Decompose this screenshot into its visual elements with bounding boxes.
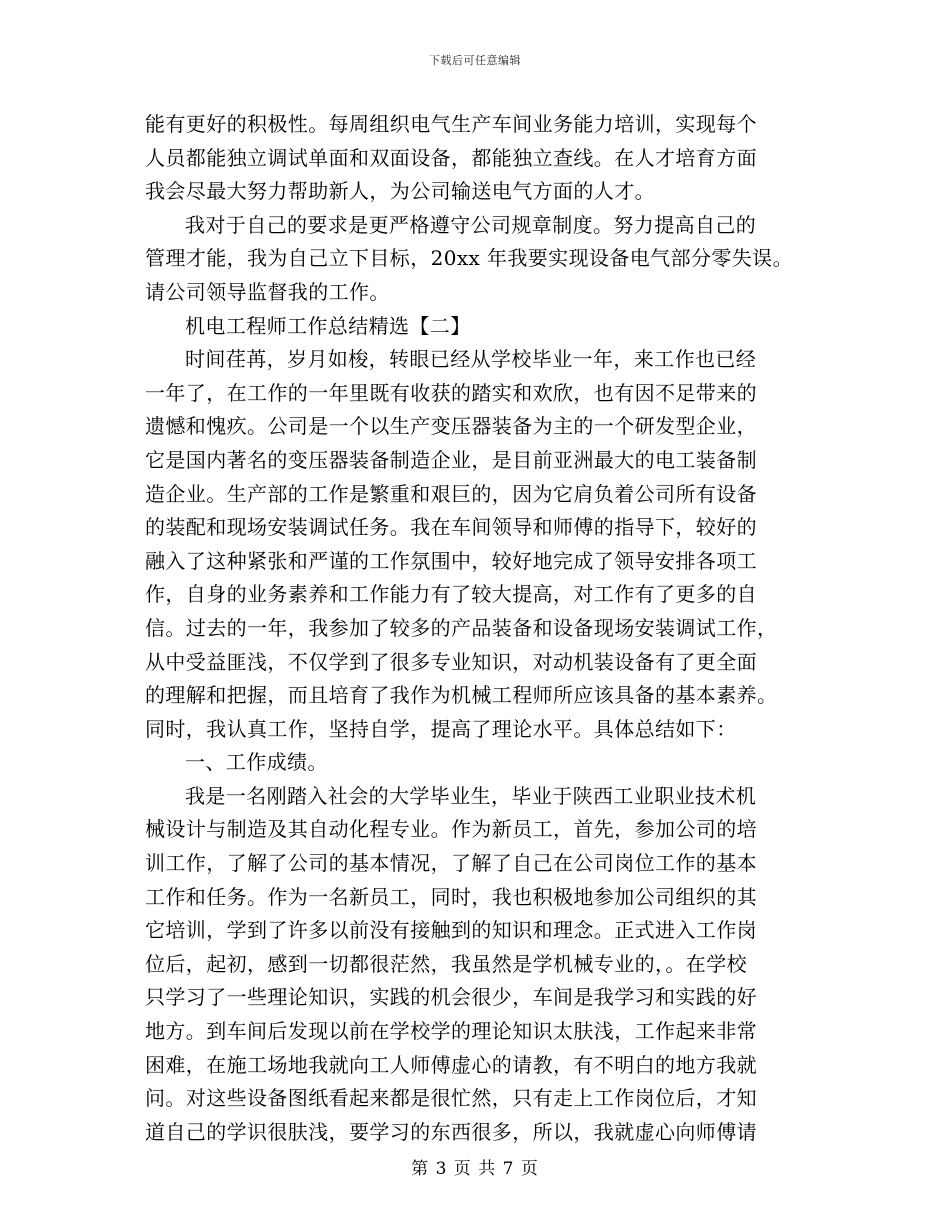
text-line: 能有更好的积极性。每周组织电气生产车间业务能力培训，实现每个 [145,112,757,136]
document-body [145,108,815,1149]
text-line: 的理解和把握，而且培育了我作为机械工程师所应该具备的基本素养。 [145,683,778,708]
text-line: 地方。到车间后发现以前在学校学的理论知识太肤浅，工作起来非常 [145,1019,757,1044]
text-line: 同时，我认真工作，坚持自学，提高了理论水平。具体总结如下： [145,716,737,741]
text-line: 我对于自己的要求是更严格遵守公司规章制度。努力提高自己的 [185,212,757,237]
text-line: 请公司领导监督我的工作。 [145,279,390,304]
text-line: 工作和任务。作为一名新员工，同时，我也积极地参加公司组织的其 [145,884,757,909]
paragraph [145,209,815,310]
text-line: 从中受益匪浅，不仅学到了很多专业知识，对动机装设备有了更全面 [145,649,757,674]
text-line: 遗憾和愧疚。公司是一个以生产变压器装备为主的一个研发型企业， [145,414,757,439]
text-line: 它培训，学到了许多以前没有接触到的知识和理念。正式进入工作岗 [145,918,757,943]
text-line: 困难，在施工场地我就向工人师傅虚心的请教，有不明白的地方我就 [145,1052,757,1077]
text-line: 的装配和现场安装调试任务。我在车间领导和师傅的指导下，较好的 [145,515,757,540]
text-line: 我是一名刚踏入社会的大学毕业生，毕业于陕西工业职业技术机 [185,783,757,808]
text-line: 一、工作成绩。 [185,750,328,775]
text-line: 管理才能，我为自己立下目标，20xx 年我要实现设备电气部分零失误。 [145,246,793,271]
text-line: 械设计与制造及其自动化程专业。作为新员工，首先，参加公司的培 [145,817,757,842]
text-line: 一年了，在工作的一年里既有收获的踏实和欢欣，也有因不足带来的 [145,380,757,405]
text-line: 信。过去的一年，我参加了较多的产品装备和设备现场安装调试工作， [145,615,778,640]
text-line: 时间荏苒，岁月如梭，转眼已经从学校毕业一年，来工作也已经 [185,347,757,372]
text-line: 训工作，了解了公司的基本情况，了解了自己在公司岗位工作的基本 [145,851,757,876]
paragraph [145,780,815,1150]
text-line: 只学习了一些理论知识，实践的机会很少，车间是我学习和实践的好 [145,985,757,1010]
paragraph [145,108,815,209]
text-line: 我会尽最大努力帮助新人，为公司输送电气方面的人才。 [145,179,655,204]
page-footer: 第 3 页 共 7 页 [411,1159,539,1179]
text-line: 位后，起初，感到一切都很茫然，我虽然是学机械专业的，。在学校 [145,951,747,976]
text-line: 作，自身的业务素养和工作能力有了较大提高，对工作有了更多的自 [145,582,757,607]
paragraph [145,343,815,746]
text-line: 造企业。生产部的工作是繁重和艰巨的，因为它肩负着公司所有设备 [145,481,757,506]
paragraph [145,746,815,780]
paragraph [145,310,815,344]
text-line: 问。对这些设备图纸看起来都是很忙然，只有走上工作岗位后，才知 [145,1086,757,1111]
text-line: 道自己的学识很肤浅，要学习的东西很多，所以，我就虚心向师傅请 [145,1119,757,1144]
text-line: 机电工程师工作总结精选【二】 [185,313,471,338]
text-line: 人员都能独立调试单面和双面设备，都能独立查线。在人才培育方面 [145,145,757,170]
page-header: 下载后可任意编辑 [429,54,521,67]
text-line: 融入了这种紧张和严谨的工作氛围中，较好地完成了领导安排各项工 [145,548,757,573]
text-line: 它是国内著名的变压器装备制造企业，是目前亚洲最大的电工装备制 [145,447,757,472]
